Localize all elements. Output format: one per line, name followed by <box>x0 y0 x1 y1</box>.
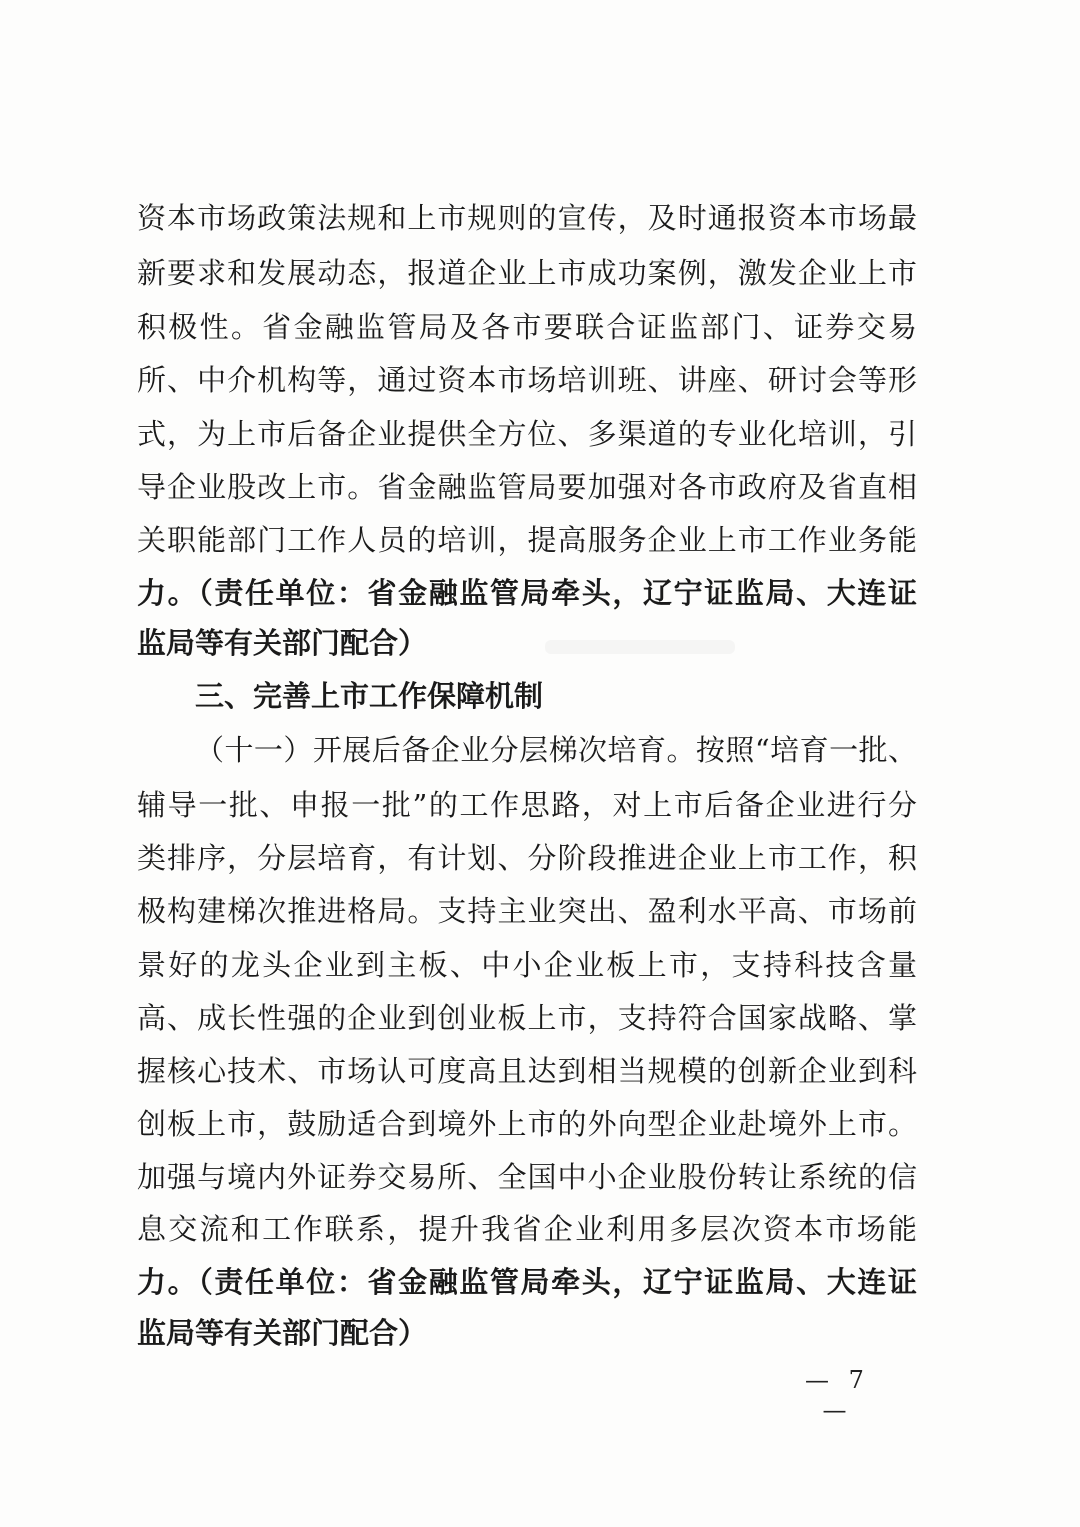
paragraph-line: 类排序，分层培育，有计划、分阶段推进企业上市工作，积 <box>137 841 917 875</box>
paragraph-line: 创板上市，鼓励适合到境外上市的外向型企业赴境外上市。 <box>137 1107 917 1141</box>
paragraph-line-responsibility: 监局等有关部门配合） <box>137 1316 428 1350</box>
paragraph-line: 加强与境内外证券交易所、全国中小企业股份转让系统的信 <box>137 1160 917 1194</box>
paragraph-line: 极构建梯次推进格局。支持主业突出、盈利水平高、市场前 <box>137 894 917 928</box>
paragraph-line: （十一）开展后备企业分层梯次培育。按照“培育一批、 <box>195 733 917 767</box>
paragraph-line-responsibility: 力。（责任单位：省金融监管局牵头，辽宁证监局、大连证 <box>137 576 917 610</box>
paragraph-line: 资本市场政策法规和上市规则的宣传，及时通报资本市场最 <box>137 201 917 235</box>
paragraph-line-responsibility: 监局等有关部门配合） <box>137 626 428 660</box>
paragraph-line: 新要求和发展动态，报道企业上市成功案例，激发企业上市 <box>137 256 917 290</box>
paragraph-line: 握核心技术、市场认可度高且达到相当规模的创新企业到科 <box>137 1054 917 1088</box>
page-number: — 7 — <box>805 1366 870 1424</box>
paragraph-line: 关职能部门工作人员的培训，提高服务企业上市工作业务能 <box>137 523 917 557</box>
paragraph-line: 辅导一批、申报一批”的工作思路，对上市后备企业进行分 <box>137 788 917 822</box>
section-heading: 三、完善上市工作保障机制 <box>195 679 544 713</box>
paragraph-line: 景好的龙头企业到主板、中小企业板上市，支持科技含量 <box>137 948 917 982</box>
paragraph-line: 积极性。省金融监管局及各市要联合证监部门、证券交易 <box>137 310 917 344</box>
paragraph-line-responsibility: 力。（责任单位：省金融监管局牵头，辽宁证监局、大连证 <box>137 1265 917 1299</box>
paragraph-line: 导企业股改上市。省金融监管局要加强对各市政府及省直相 <box>137 470 917 504</box>
paragraph-line: 式，为上市后备企业提供全方位、多渠道的专业化培训，引 <box>137 417 917 451</box>
paragraph-line: 息交流和工作联系，提升我省企业利用多层次资本市场能 <box>137 1212 917 1246</box>
paragraph-line: 所、中介机构等，通过资本市场培训班、讲座、研讨会等形 <box>137 363 917 397</box>
paragraph-line: 高、成长性强的企业到创业板上市，支持符合国家战略、掌 <box>137 1001 917 1035</box>
